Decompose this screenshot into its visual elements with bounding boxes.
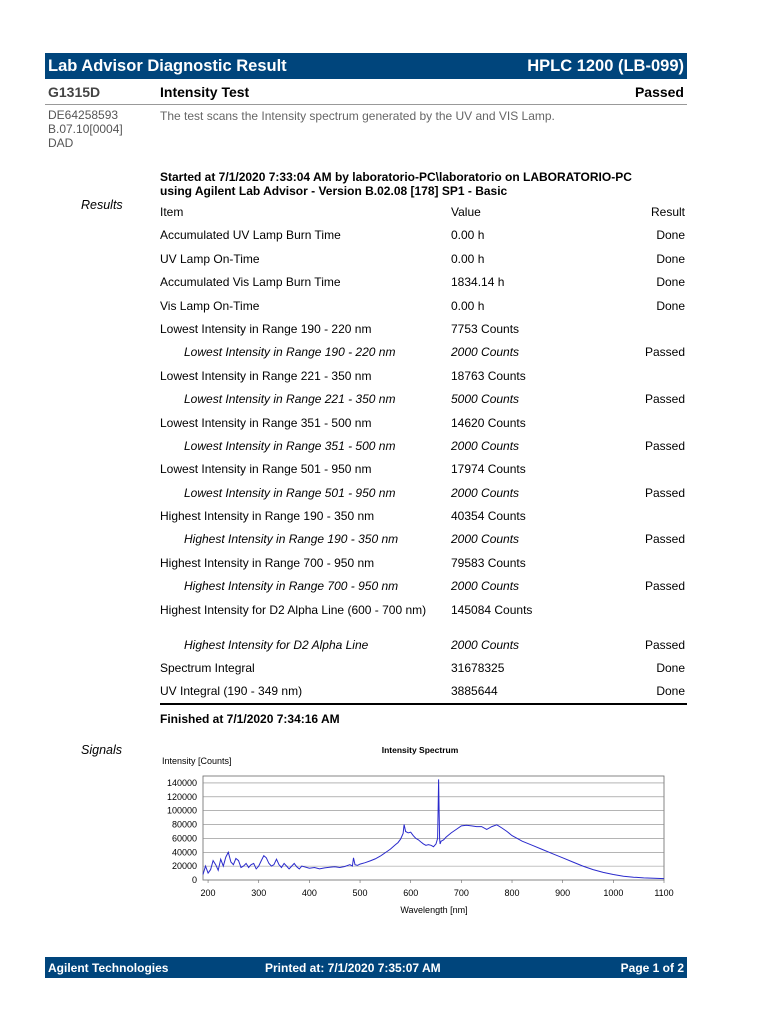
cell-value: 145084 Counts — [451, 602, 533, 617]
cell-item: Highest Intensity in Range 700 - 950 nm — [184, 579, 399, 594]
cell-result: Passed — [644, 392, 685, 407]
results-row — [160, 369, 687, 392]
cell-result: Passed — [644, 485, 685, 500]
cell-item: UV Integral (190 - 349 nm) — [160, 684, 303, 699]
spectrum-line — [203, 779, 664, 878]
cell-result — [601, 416, 687, 439]
results-row — [160, 661, 687, 684]
results-limit-row — [160, 345, 687, 368]
cell-result — [601, 556, 687, 579]
cell-value: 14620 Counts — [451, 415, 526, 430]
cell-value: 40354 Counts — [451, 509, 526, 524]
cell-value: 79583 Counts — [451, 555, 526, 570]
chart-title: Intensity Spectrum — [381, 745, 459, 755]
cell-value: 7753 Counts — [451, 321, 520, 336]
started-info — [160, 171, 680, 198]
chart-x-tick-label: 200 — [200, 888, 216, 898]
chart-x-axis-label: Wavelength [nm] — [400, 905, 468, 915]
cell-result — [601, 603, 687, 638]
cell-item: Lowest Intensity in Range 221 - 350 nm — [184, 392, 396, 407]
cell-item: Highest Intensity for D2 Alpha Line (600 - 700 nm) — [160, 602, 427, 617]
test-status: Passed — [634, 84, 684, 100]
test-header — [45, 79, 687, 105]
results-limit-row — [160, 486, 687, 509]
cell-value: 2000 Counts — [451, 345, 520, 360]
cell-value: 0.00 h — [451, 298, 485, 313]
cell-item: Lowest Intensity in Range 221 - 350 nm — [160, 368, 372, 383]
results-row — [160, 416, 687, 439]
cell-result: Passed — [644, 438, 685, 453]
column-header-item: Item — [160, 205, 184, 219]
cell-result: Done — [656, 661, 685, 676]
chart-x-tick-label: 500 — [352, 888, 368, 898]
chart-y-tick-label: 20000 — [171, 861, 197, 872]
cell-result: Passed — [644, 579, 685, 594]
column-header-result: Result — [650, 205, 685, 219]
chart-x-tick-label: 900 — [555, 888, 571, 898]
cell-value: 2000 Counts — [451, 532, 520, 547]
cell-value: 2000 Counts — [451, 579, 520, 594]
results-row — [160, 275, 687, 298]
module-type: DAD — [48, 136, 74, 150]
cell-value: 18763 Counts — [451, 368, 526, 383]
instrument-name: HPLC 1200 (LB-099) — [527, 57, 684, 75]
results-header-row — [160, 205, 687, 228]
cell-value: 5000 Counts — [451, 392, 520, 407]
cell-item: Spectrum Integral — [160, 661, 255, 676]
chart-y-tick-label: 0 — [191, 875, 197, 885]
results-row — [160, 556, 687, 579]
cell-item: Lowest Intensity in Range 351 - 500 nm — [160, 415, 372, 430]
cell-result: Passed — [644, 532, 685, 547]
module-code: G1315D — [48, 84, 101, 100]
cell-value: 2000 Counts — [451, 438, 520, 453]
cell-value: 1834.14 h — [451, 275, 505, 290]
cell-result: Passed — [644, 345, 685, 360]
results-row — [160, 509, 687, 532]
results-limit-row — [160, 439, 687, 462]
chart-plot-frame — [203, 776, 664, 880]
started-line-1: Started at 7/1/2020 7:33:04 AM by laboratorio-PC\laboratorio on LABORATORIO-PC — [160, 170, 632, 184]
cell-value: 0.00 h — [451, 228, 485, 243]
cell-result: Done — [656, 228, 685, 243]
results-limit-row — [160, 579, 687, 602]
chart-y-axis-label: Intensity [Counts] — [162, 756, 232, 766]
cell-value: 3885644 — [451, 684, 498, 699]
results-limit-row — [160, 392, 687, 415]
chart-y-tick-label: 40000 — [171, 847, 197, 858]
cell-item: Lowest Intensity in Range 501 - 950 nm — [184, 485, 396, 500]
cell-item: Highest Intensity in Range 190 - 350 nm — [184, 532, 399, 547]
cell-result — [601, 369, 687, 392]
chart-y-tick-label: 100000 — [166, 805, 197, 816]
cell-result: Done — [656, 684, 685, 699]
chart-x-tick-label: 1100 — [654, 888, 674, 898]
module-meta — [48, 108, 123, 150]
intensity-spectrum-chart — [160, 740, 687, 920]
cell-item: Highest Intensity in Range 700 - 950 nm — [160, 555, 375, 570]
cell-item: Accumulated UV Lamp Burn Time — [160, 228, 341, 243]
results-row — [160, 299, 687, 322]
results-limit-row — [160, 532, 687, 555]
chart-x-tick-label: 1000 — [603, 888, 624, 898]
chart-y-tick-label: 60000 — [171, 833, 197, 844]
chart-x-tick-label: 600 — [403, 888, 419, 898]
cell-result — [601, 322, 687, 345]
footer-printed: Printed at: 7/1/2020 7:35:07 AM — [265, 961, 441, 975]
started-line-2: using Agilent Lab Advisor - Version B.02.08 [178] SP1 - Basic — [160, 183, 508, 198]
cell-value: 2000 Counts — [451, 485, 520, 500]
chart-y-tick-label: 80000 — [171, 819, 197, 830]
cell-item: Lowest Intensity in Range 190 - 220 nm — [160, 321, 372, 336]
chart-x-tick-label: 700 — [453, 888, 469, 898]
column-header-value: Value — [451, 205, 481, 219]
cell-result: Done — [656, 298, 685, 313]
results-end-rule — [160, 703, 687, 705]
cell-value: 17974 Counts — [451, 462, 526, 477]
report-title: Lab Advisor Diagnostic Result — [48, 57, 287, 75]
results-row — [160, 322, 687, 345]
cell-value: 31678325 — [451, 661, 505, 676]
cell-item: UV Lamp On-Time — [160, 251, 260, 266]
chart-y-tick-label: 140000 — [166, 777, 197, 788]
footer-company: Agilent Technologies — [48, 961, 169, 975]
cell-item: Lowest Intensity in Range 351 - 500 nm — [184, 438, 396, 453]
cell-result: Done — [656, 251, 685, 266]
module-serial: DE64258593 — [48, 108, 119, 122]
results-row — [160, 603, 687, 638]
chart-x-tick-label: 800 — [504, 888, 520, 898]
cell-value: 2000 Counts — [451, 637, 520, 652]
module-firmware: B.07.10[0004] — [48, 122, 123, 136]
report-header-banner — [45, 53, 687, 79]
cell-result: Done — [656, 275, 685, 290]
results-row — [160, 252, 687, 275]
finished-info: Finished at 7/1/2020 7:34:16 AM — [160, 712, 340, 726]
cell-item: Lowest Intensity in Range 501 - 950 nm — [160, 462, 372, 477]
cell-result — [601, 462, 687, 485]
cell-item: Vis Lamp On-Time — [160, 298, 260, 313]
results-table — [160, 205, 687, 708]
cell-result — [601, 509, 687, 532]
test-name: Intensity Test — [160, 84, 250, 100]
footer-page-number: Page 1 of 2 — [620, 961, 684, 975]
chart-x-tick-label: 300 — [251, 888, 267, 898]
test-description: The test scans the Intensity spectrum generated by the UV and VIS Lamp. — [160, 109, 555, 123]
results-limit-row — [160, 638, 687, 661]
results-row — [160, 228, 687, 251]
page-footer — [45, 957, 687, 978]
cell-item: Accumulated Vis Lamp Burn Time — [160, 275, 341, 290]
cell-item: Lowest Intensity in Range 190 - 220 nm — [184, 345, 396, 360]
cell-result: Passed — [644, 637, 685, 652]
signals-label: Signals — [81, 743, 122, 757]
cell-item: Highest Intensity in Range 190 - 350 nm — [160, 509, 375, 524]
cell-item: Highest Intensity for D2 Alpha Line — [184, 637, 369, 652]
results-label: Results — [81, 198, 123, 212]
chart-x-tick-label: 400 — [301, 888, 317, 898]
results-row — [160, 462, 687, 485]
cell-value: 0.00 h — [451, 251, 485, 266]
chart-y-tick-label: 120000 — [166, 791, 197, 802]
